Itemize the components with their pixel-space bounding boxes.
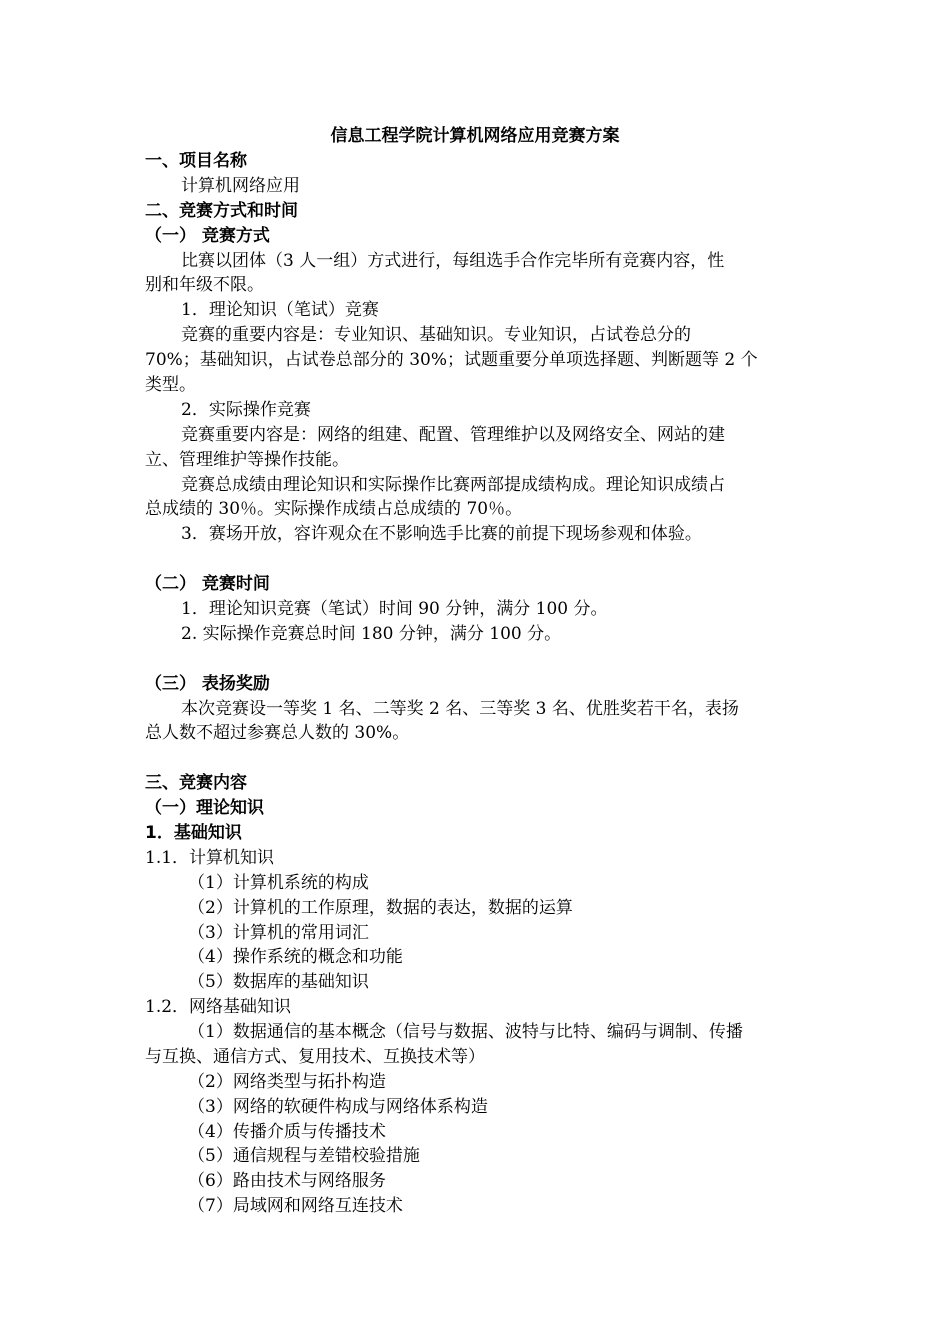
paragraph: 别和年级不限。 (145, 275, 264, 295)
paragraph: 竞赛的重要内容是：专业知识、基础知识。专业知识，占试卷总分的 (181, 325, 691, 345)
subsection-heading: （二） 竞赛时间 (145, 574, 270, 594)
list-item: （4）操作系统的概念和功能 (188, 947, 403, 967)
paragraph: 竞赛总成绩由理论知识和实际操作比赛两部提成绩构成。理论知识成绩占 (181, 475, 725, 495)
subsection-heading: （一）理论知识 (145, 798, 264, 818)
list-item: （1）计算机系统的构成 (188, 873, 369, 893)
list-item: （6）路由技术与网络服务 (188, 1171, 386, 1191)
paragraph: 70%；基础知识，占试卷总部分的 30%；试题重要分单项选择题、判断题等 2 个 (145, 350, 758, 370)
document-title: 信息工程学院计算机网络应用竞赛方案 (330, 126, 620, 146)
list-item: 3．赛场开放，容许观众在不影响选手比赛的前提下现场参观和体验。 (181, 524, 702, 544)
list-item: （5）通信规程与差错校验措施 (188, 1146, 420, 1166)
list-item: 1．理论知识（笔试）竞赛 (181, 300, 379, 320)
paragraph: 本次竞赛设一等奖 1 名、二等奖 2 名、三等奖 3 名、优胜奖若干名，表扬 (181, 699, 739, 719)
list-heading: 1.1．计算机知识 (145, 848, 275, 868)
paragraph: 总成绩的 30％。实际操作成绩占总成绩的 70％。 (145, 499, 523, 519)
list-item: 与互换、通信方式、复用技术、互换技术等） (145, 1047, 485, 1067)
section-heading: 三、竞赛内容 (145, 773, 247, 793)
list-heading: 1.2．网络基础知识 (145, 997, 292, 1017)
subsection-heading: （三） 表扬奖励 (145, 674, 270, 694)
section-heading: 二、竞赛方式和时间 (145, 201, 298, 221)
subsection-heading: （一） 竞赛方式 (145, 226, 270, 246)
paragraph: 类型。 (145, 375, 196, 395)
list-item: 2. 实际操作竞赛总时间 180 分钟，满分 100 分。 (181, 624, 562, 644)
list-item: （2）网络类型与拓扑构造 (188, 1072, 386, 1092)
subsection-heading: 1．基础知识 (145, 823, 242, 843)
list-item: （1）数据通信的基本概念（信号与数据、波特与比特、编码与调制、传播 (188, 1022, 743, 1042)
list-item: （4）传播介质与传播技术 (188, 1122, 386, 1142)
list-item: 2．实际操作竞赛 (181, 400, 311, 420)
paragraph: 竞赛重要内容是：网络的组建、配置、管理维护以及网络安全、网站的建 (181, 425, 725, 445)
list-item: （2）计算机的工作原理，数据的表达，数据的运算 (188, 898, 573, 918)
paragraph: 立、管理维护等操作技能。 (145, 450, 349, 470)
list-item: （3）网络的软硬件构成与网络体系构造 (188, 1097, 488, 1117)
paragraph: 比赛以团体（3 人一组）方式进行，每组选手合作完毕所有竞赛内容，性 (181, 251, 725, 271)
paragraph: 总人数不超过参赛总人数的 30%。 (145, 723, 410, 743)
paragraph: 计算机网络应用 (181, 176, 300, 196)
list-item: （3）计算机的常用词汇 (188, 923, 369, 943)
list-item: 1．理论知识竞赛（笔试）时间 90 分钟，满分 100 分。 (181, 599, 608, 619)
list-item: （7）局域网和网络互连技术 (188, 1196, 403, 1216)
section-heading: 一、项目名称 (145, 151, 247, 171)
list-item: （5）数据库的基础知识 (188, 972, 369, 992)
